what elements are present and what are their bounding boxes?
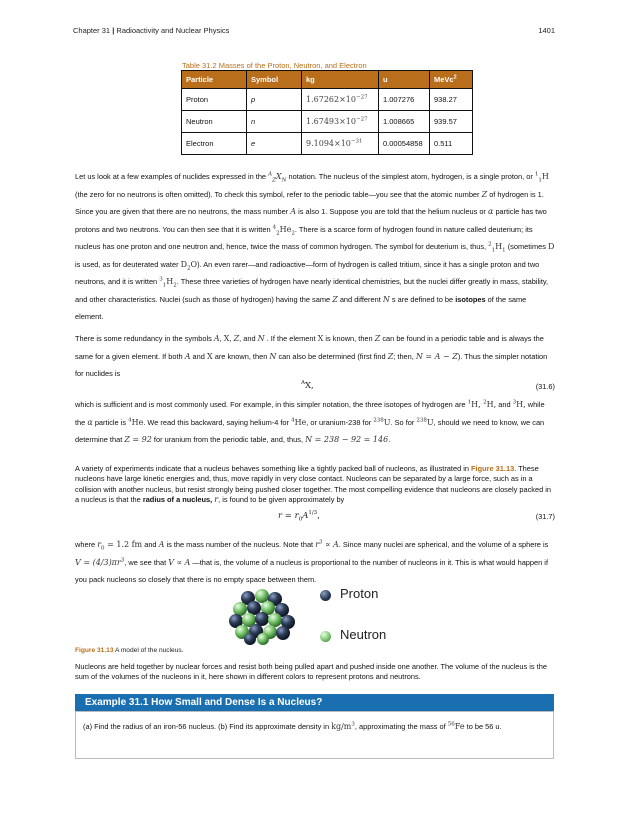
cell: 939.57 bbox=[430, 111, 473, 133]
table-caption: Table 31.2 Masses of the Proton, Neutron, and Electron bbox=[182, 61, 367, 70]
header-separator: | bbox=[112, 26, 115, 35]
neutron-legend-label: Neutron bbox=[340, 627, 387, 642]
figure-caption: Figure 31.13 A model of the nucleus. bbox=[75, 647, 184, 654]
paragraph-redundancy: There is some redundancy in the symbols A, X, Z, and N . If the element X is known, then Z can be found in a periodic table and is always the same for a given element. If both A and X are known, then N can also be determined (first find Z; then, N = A − Z). Thus the simpler notation for nuclides is bbox=[75, 334, 548, 378]
paragraph-nuclides: Let us look at a few examples of nuclides expressed in the $^A_ZX_N$ notation. The nucleus of the simplest atom, hydrogen, is a single proton, or $^1_1$H (the zero for no neutrons is often omitted). To check this symbol, refer to the periodic table—you see that the atomic number Z of hydrogen is 1. Since you are given that there are no neutrons, the mass number A is also 1. Suppose you are told that the helium nucleus or α particle has two protons and two neutrons. You can then see that it is written $^4_2He_2$. There is a scarce form of hydrogen found in nature called deuterium; its nucleus has one proton and one neutron and, hence, twice the mass of common hydrogen. The symbol for deuterium is, thus, $^2_1H_1$ (sometimes D is used, as for deuterated water $D_2O$). An even rarer—and radioactive—form of hydrogen is called tritium, since it has a single proton and two neutrons, and it is written $^3_1H_2$. These three varieties of hydrogen have nearly identical chemistries, but the nuclei differ greatly in mass, stability, and other characteristics. Nuclei (such as those of hydrogen) having the same Z and different N s are defined to be isotopes of the same element. bbox=[75, 171, 555, 321]
cell: p bbox=[247, 89, 302, 111]
equation-number: (31.7) bbox=[535, 512, 555, 521]
col-header: u bbox=[379, 71, 430, 89]
cell: $1.67262\times 10^{-27}$ bbox=[302, 89, 379, 111]
col-header: Symbol bbox=[247, 71, 302, 89]
paragraph-isotopes: which is sufficient and is most commonly used. For example, in this simpler notation, the three isotopes of hydrogen are $^1$H, $^2$H, and $^3$H, while the α particle is $^4$He. We read this backward, saying helium-4 for $^4$He, or uranium-238 for $^{238}$U. So for $^{238}$U, should we need to know, we can determine that Z = 92 for uranium from the periodic table, and, thus, N = 238 − 92 = 146. bbox=[75, 399, 545, 444]
proton-legend-icon bbox=[320, 590, 331, 601]
cell: Proton bbox=[182, 89, 247, 111]
equation-number: (31.6) bbox=[535, 382, 555, 391]
table-row bbox=[182, 111, 473, 133]
running-header bbox=[73, 26, 229, 35]
cell: e bbox=[247, 133, 302, 155]
cell: 938.27 bbox=[430, 89, 473, 111]
example-title: Example 31.1 How Small and Dense Is a Nucleus? bbox=[75, 694, 554, 711]
col-header: MeVc$^2$ bbox=[430, 71, 473, 89]
cell: $1.67493\times 10^{-27}$ bbox=[302, 111, 379, 133]
cell: Neutron bbox=[182, 111, 247, 133]
equation-31-6: $^A$X, bbox=[301, 380, 314, 391]
cell: 1.007276 bbox=[379, 89, 430, 111]
col-header: Particle bbox=[182, 71, 247, 89]
cell: Electron bbox=[182, 133, 247, 155]
cell: n bbox=[247, 111, 302, 133]
figure-link[interactable]: Figure 31.13 bbox=[471, 464, 515, 473]
cell: 0.511 bbox=[430, 133, 473, 155]
nucleus-model-illustration bbox=[228, 588, 296, 646]
table-header-row bbox=[182, 71, 473, 89]
masses-table bbox=[181, 70, 473, 155]
paragraph-radius: where $r_0 = 1.2$ fm and A is the mass number of the nucleus. Note that $r^3 \propto A$. Since many nuclei are spherical, and the volume of a sphere is $V = (4/3)\pi r^3$, we see that V ∝ A —that is, the volume of a nucleus is proportional to the number of nucleons in it. This is what would happen if you pack nucleons so closely that there is no empty space between them. bbox=[75, 539, 549, 584]
neutron-legend-icon bbox=[320, 631, 331, 642]
example-question: (a) Find the radius of an iron-56 nucleus. (b) Find its approximate density in $kg/m^3$, approximating the mass of $^{56}$Fe to be 56 u. bbox=[83, 721, 502, 731]
chapter-title: Radioactivity and Nuclear Physics bbox=[116, 26, 230, 35]
col-header: kg bbox=[302, 71, 379, 89]
cell: $9.1094\times 10^{-31}$ bbox=[302, 133, 379, 155]
cell: 0.00054858 bbox=[379, 133, 430, 155]
proton-legend-label: Proton bbox=[340, 586, 379, 601]
page-number: 1401 bbox=[538, 26, 555, 35]
table-row bbox=[182, 133, 473, 155]
paragraph-nucleus-model: A variety of experiments indicate that a nucleus behaves something like a tightly packed ball of nucleons, as illustrated in Figure 31.13. These nucleons have large kinetic energies and, thus, move rapidly in very close contact. Nucleons can be separated by a large force, such as in a collision with another nucleus, but resist strongly being pushed closer together. The most compelling evidence that nucleons are closely packed in a nucleus is that the radius of a nucleus, r, is found to be given approximately by bbox=[75, 464, 552, 504]
table-row bbox=[182, 89, 473, 111]
chapter-label: Chapter 31 bbox=[73, 26, 111, 35]
equation-31-7: $r = r_0A^{1/3}$, bbox=[278, 510, 320, 523]
paragraph-nuclear-forces: Nucleons are held together by nuclear forces and resist both being pulled apart and pushed inside one another. The volume of the nucleus is the sum of the volumes of the nucleons in it, here shown in different colors to represent protons and neutrons. bbox=[75, 662, 547, 682]
cell: 1.008665 bbox=[379, 111, 430, 133]
